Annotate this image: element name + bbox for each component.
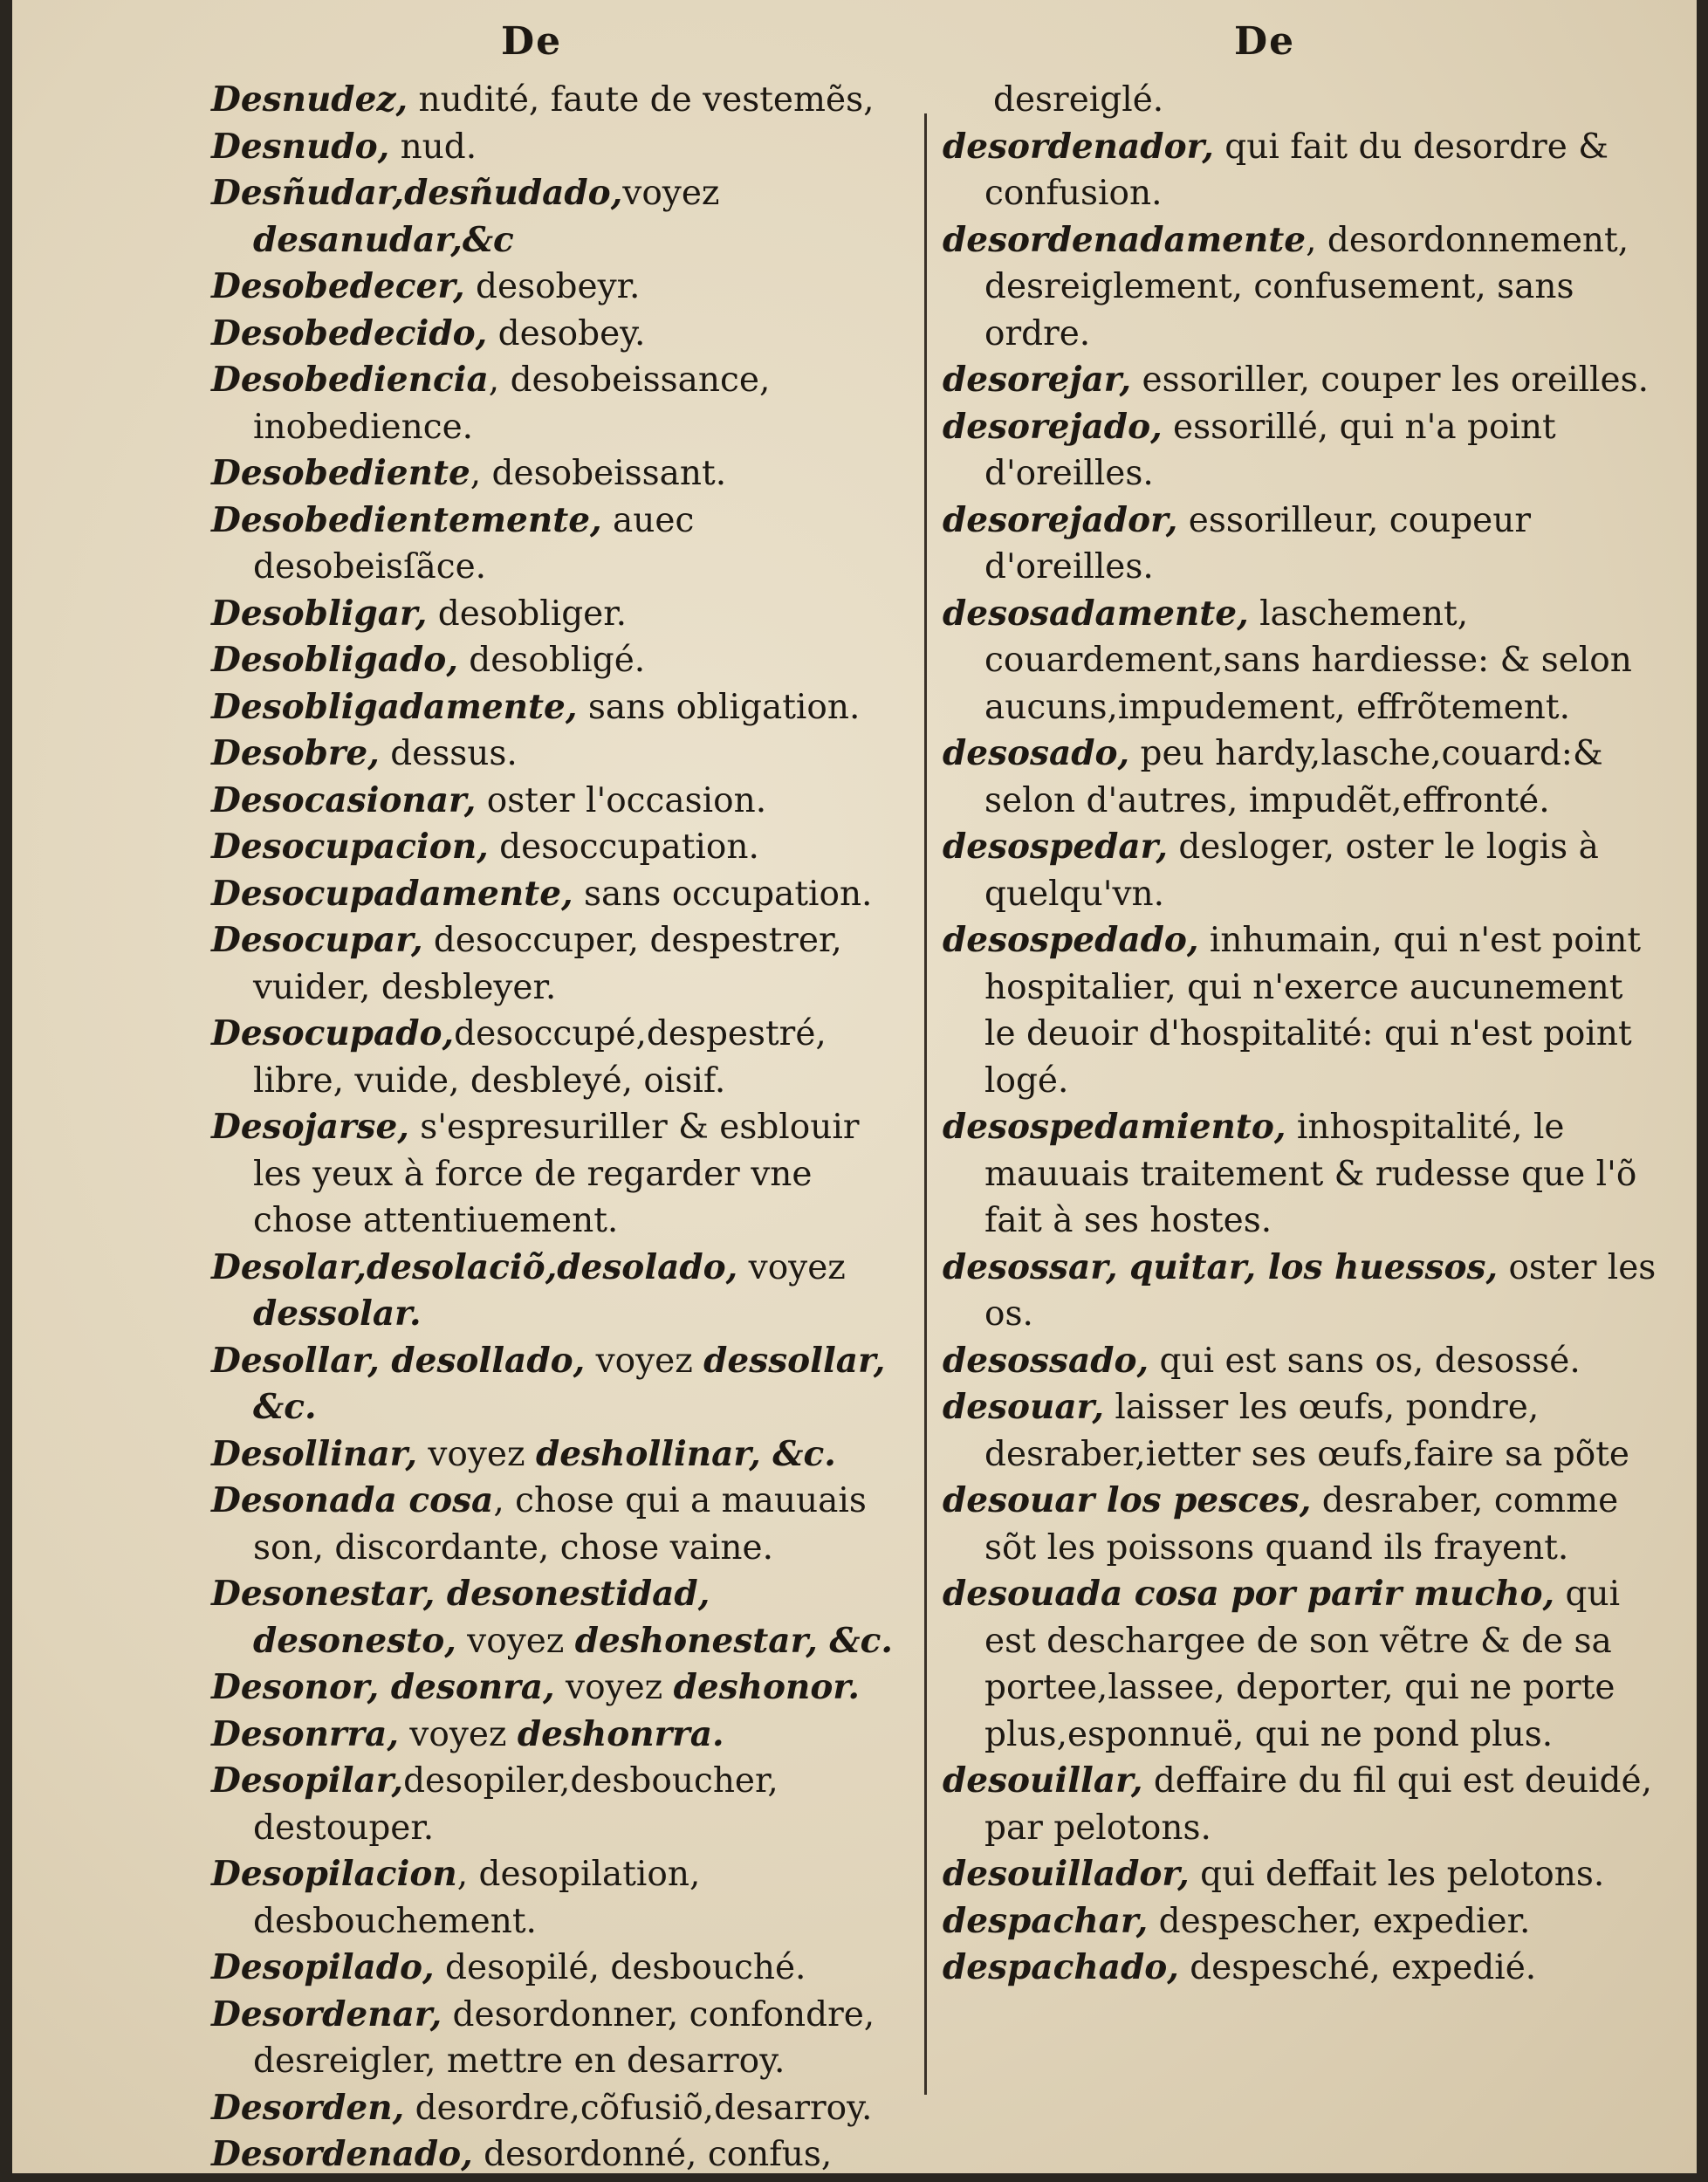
dictionary-entry [211,731,909,778]
dictionary-entry [211,778,909,825]
dictionary-entry [943,217,1658,358]
entry-headword: Desorden, [211,2087,405,2128]
entry-headword: Desobedecer, [211,266,465,306]
entry-headword: Desollar, desollado, [211,1340,586,1381]
entry-headword: Desopilado, [211,1947,435,1987]
entry-headword: Desobediencia [211,360,489,400]
entry-definition: desopilé, desbouché. [434,1948,806,1987]
entry-definition: oster l'occasion. [476,780,767,820]
running-head-right: De [1234,19,1296,64]
entry-headword: desouar, [943,1387,1104,1427]
entry-definition: s'espresuriller & esblouir les yeux à force de regarder vne chose attentiuement. [253,1108,860,1240]
dictionary-entry [211,1245,909,1338]
entry-definition: desordre,cõfusiõ,desarroy. [404,2088,873,2128]
dictionary-entry [211,1431,909,1479]
left-column [211,77,909,2173]
entry-definition: desoccupation. [488,827,759,867]
dictionary-entry [943,1945,1658,1992]
entry-headword: Desobligar, [211,593,428,634]
entry-headword: Desobligado, [211,640,458,680]
entry-definition: essoriller, couper les oreilles. [1131,360,1649,400]
entry-headword: Desojarse, [211,1107,409,1147]
entry-definition: voyez [456,1621,575,1661]
dictionary-entry [211,684,909,731]
dictionary-entry [211,1992,909,2085]
dictionary-entry [211,1338,909,1431]
entry-definition: qui deffait les pelotons. [1189,1855,1605,1894]
dictionary-entry [211,591,909,638]
entry-headword: Desobligadamente, [211,686,578,727]
entry-definition: desoccupé,despestré, libre, vuide, desbleyé, oisif. [253,1014,827,1101]
dictionary-entry [943,824,1658,917]
dictionary-entry [211,357,909,450]
dictionary-entry [943,731,1658,824]
entry-definition: , desobeissant. [470,454,727,493]
dictionary-entry [943,591,1658,731]
dictionary-entry [943,77,1658,124]
entry-headword: Desocupadamente, [211,873,573,914]
entry-definition: laisser les œufs, pondre, desraber,ietter ses œufs,faire sa põte [984,1388,1629,1474]
entry-cross-reference: deshonestar, &c. [574,1620,893,1661]
entry-definition: voyez [554,1668,674,1707]
entry-definition: , desobeissance, inobedience. [253,360,771,447]
entry-definition: desreiglé. [993,80,1164,120]
dictionary-entry [211,2085,909,2132]
entry-headword: desouada cosa por parir mucho, [943,1574,1555,1614]
entry-headword: Desocupado, [211,1013,455,1053]
entry-headword: desospedar, [943,827,1168,867]
entry-definition: voyez [416,1434,536,1474]
entry-headword: Desocupar, [211,920,423,960]
entry-headword: desordenadamente [943,219,1307,260]
entry-headword: desorejar, [943,360,1132,400]
entry-definition: nudité, faute de vestemẽs, [408,80,875,120]
dictionary-entry [211,824,909,871]
entry-headword: desouillar, [943,1760,1143,1801]
entry-headword: Desonor, desonra, [211,1667,555,1707]
entry-headword: Desordenar, [211,1993,442,2034]
dictionary-entry [211,1478,909,1571]
dictionary-entry [943,1104,1658,1245]
entry-headword: desosado, [943,733,1130,773]
dictionary-entry [211,871,909,918]
entry-cross-reference: dessolar. [253,1293,422,1334]
entry-definition: , desopilation, desbouchement. [253,1855,701,1941]
entry-definition: voyez [737,1247,846,1287]
entry-headword: Desolar,desolaciõ,desolado, [211,1246,738,1287]
dictionary-entry [211,1851,909,1945]
dictionary-entry [943,917,1658,1104]
column-rule [924,113,927,2095]
entry-definition: desobligé. [457,641,646,680]
entry-definition: desoccuper, despestrer, vuider, desbleyer. [253,921,842,1007]
entry-definition: qui est deschargee de son vẽtre & de sa portee,lassee, deporter, qui ne porte plus,esponnuë, qui ne pond plus. [984,1575,1621,1754]
entry-headword: Desonestar, desonestidad, desonesto, [211,1574,710,1661]
entry-definition: desopiler,desboucher, destouper. [253,1761,779,1848]
entry-headword: Desollinar, [211,1433,417,1474]
dictionary-entry [211,77,909,124]
entry-headword: Desnudo, [211,126,390,167]
entry-definition: qui fait du desordre & confusion. [984,127,1609,213]
dictionary-entry [943,1758,1658,1851]
right-column [943,77,1658,1992]
entry-cross-reference: deshonrra. [517,1713,724,1754]
dictionary-entry [211,637,909,684]
entry-definition: sans occupation. [573,874,873,914]
dictionary-entry [211,1758,909,1851]
entry-headword: Desobedecido, [211,312,488,353]
entry-definition: desobeyr. [464,267,641,306]
entry-definition: desordonner, confondre, desreigler, mettre en desarroy. [253,1994,875,2081]
entry-definition: inhospitalité, le mauuais traitement & rudesse que l'õ fait à ses hostes. [984,1108,1637,1240]
entry-definition: auec desobeisſãce. [253,500,695,587]
dictionary-entry [211,311,909,358]
dictionary-entry [943,404,1658,497]
dictionary-entry [943,1384,1658,1478]
entry-definition: essorilleur, coupeur d'oreilles. [984,500,1532,587]
entry-definition: deffaire du fil qui est deuidé, par pelotons. [984,1761,1652,1848]
entry-headword: desorejador, [943,499,1178,540]
dictionary-entry [211,1945,909,1992]
dictionary-entry [211,1571,909,1664]
entry-definition: laschement, couardement,sans hardiesse: & selon aucuns,impudement, effrõtement. [984,594,1632,727]
dictionary-entry [211,170,909,264]
entry-headword: Desocasionar, [211,779,477,820]
entry-cross-reference: deshollinar, &c. [535,1433,836,1474]
entry-headword: Desordenado, [211,2134,473,2173]
entry-definition: qui est sans os, desossé. [1149,1341,1581,1381]
dictionary-entry [211,124,909,171]
entry-definition: dessus. [379,734,518,773]
dictionary-entry [943,1338,1658,1385]
dictionary-entry [943,1851,1658,1898]
dictionary-entry [211,1664,909,1712]
entry-cross-reference: deshonor. [673,1667,860,1707]
entry-definition: desraber, comme sõt les poissons quand ils frayent. [984,1481,1619,1568]
dictionary-entry [211,1712,909,1759]
entry-headword: despachar, [943,1900,1149,1941]
entry-definition: voyez [622,174,720,213]
entry-definition: , desordonnement, desreiglement, confusement, sans ordre. [984,220,1629,353]
dictionary-entry [211,1011,909,1104]
entry-headword: desouillador, [943,1854,1190,1894]
entry-headword: despachado, [943,1947,1179,1987]
entry-headword: Desocupacion, [211,827,489,867]
running-head-left: De [501,19,563,64]
entry-definition: essorillé, qui n'a point d'oreilles. [984,407,1556,493]
entry-definition: despesché, expedié. [1178,1948,1537,1987]
entry-headword: Desonrra, [211,1713,399,1754]
entry-cross-reference: dessollar, &c. [253,1340,886,1427]
entry-definition: , chose qui a mauuais son, discordante, chose vaine. [253,1481,867,1568]
entry-headword: Desopilar, [211,1760,404,1801]
entry-headword: Desñudar,desñudado, [211,173,623,213]
dictionary-entry [943,1571,1658,1758]
dictionary-entry [211,917,909,1011]
entry-headword: Desobediente [211,453,470,493]
entry-headword: desospedamiento, [943,1107,1286,1147]
entry-definition: oster les os. [984,1247,1657,1334]
dictionary-entry [211,264,909,311]
entry-cross-reference: desanudar,&c [253,219,514,260]
dictionary-entry [211,1104,909,1245]
entry-headword: Desonada cosa [211,1480,494,1520]
entry-definition: voyez [585,1341,704,1381]
entry-definition: desordonné, confus, [472,2135,833,2173]
entry-definition: nud. [389,127,477,167]
entry-definition: inhumain, qui n'est point hospitalier, qui n'exerce aucunement le deuoir d'hospitalité: qui n'est point logé. [984,921,1642,1101]
entry-definition: desobey. [487,313,646,353]
entry-headword: Desobre, [211,733,380,773]
entry-definition: peu hardy,lasche,couard:& selon d'autres, impudẽt,effronté. [984,734,1603,820]
entry-definition: voyez [398,1714,518,1754]
dictionary-entry [211,2131,909,2173]
dictionary-entry [943,357,1658,404]
entry-headword: desosadamente, [943,593,1249,634]
entry-headword: Desopilacion [211,1854,457,1894]
entry-headword: desospedado, [943,920,1199,960]
entry-headword: desossar, quitar, los huessos, [943,1246,1499,1287]
dictionary-entry [211,497,909,591]
dictionary-entry [943,1245,1658,1338]
dictionary-entry [943,497,1658,591]
entry-definition: sans obligation. [577,687,861,727]
dictionary-entry [943,1898,1658,1945]
entry-definition: desloger, oster le logis à quelqu'vn. [984,827,1599,914]
entry-headword: desorejado, [943,406,1163,447]
dictionary-entry [943,124,1658,217]
entry-headword: Desobedientemente, [211,499,602,540]
entry-headword: desouar los pesces, [943,1480,1312,1520]
entry-headword: desossado, [943,1340,1149,1381]
entry-definition: despescher, expedier. [1148,1901,1531,1941]
dictionary-entry [211,450,909,497]
dictionary-page [12,0,1697,2173]
entry-headword: desordenador, [943,126,1214,167]
entry-headword: Desnudez, [211,79,408,120]
entry-definition: desobliger. [427,594,627,634]
dictionary-entry [943,1478,1658,1571]
